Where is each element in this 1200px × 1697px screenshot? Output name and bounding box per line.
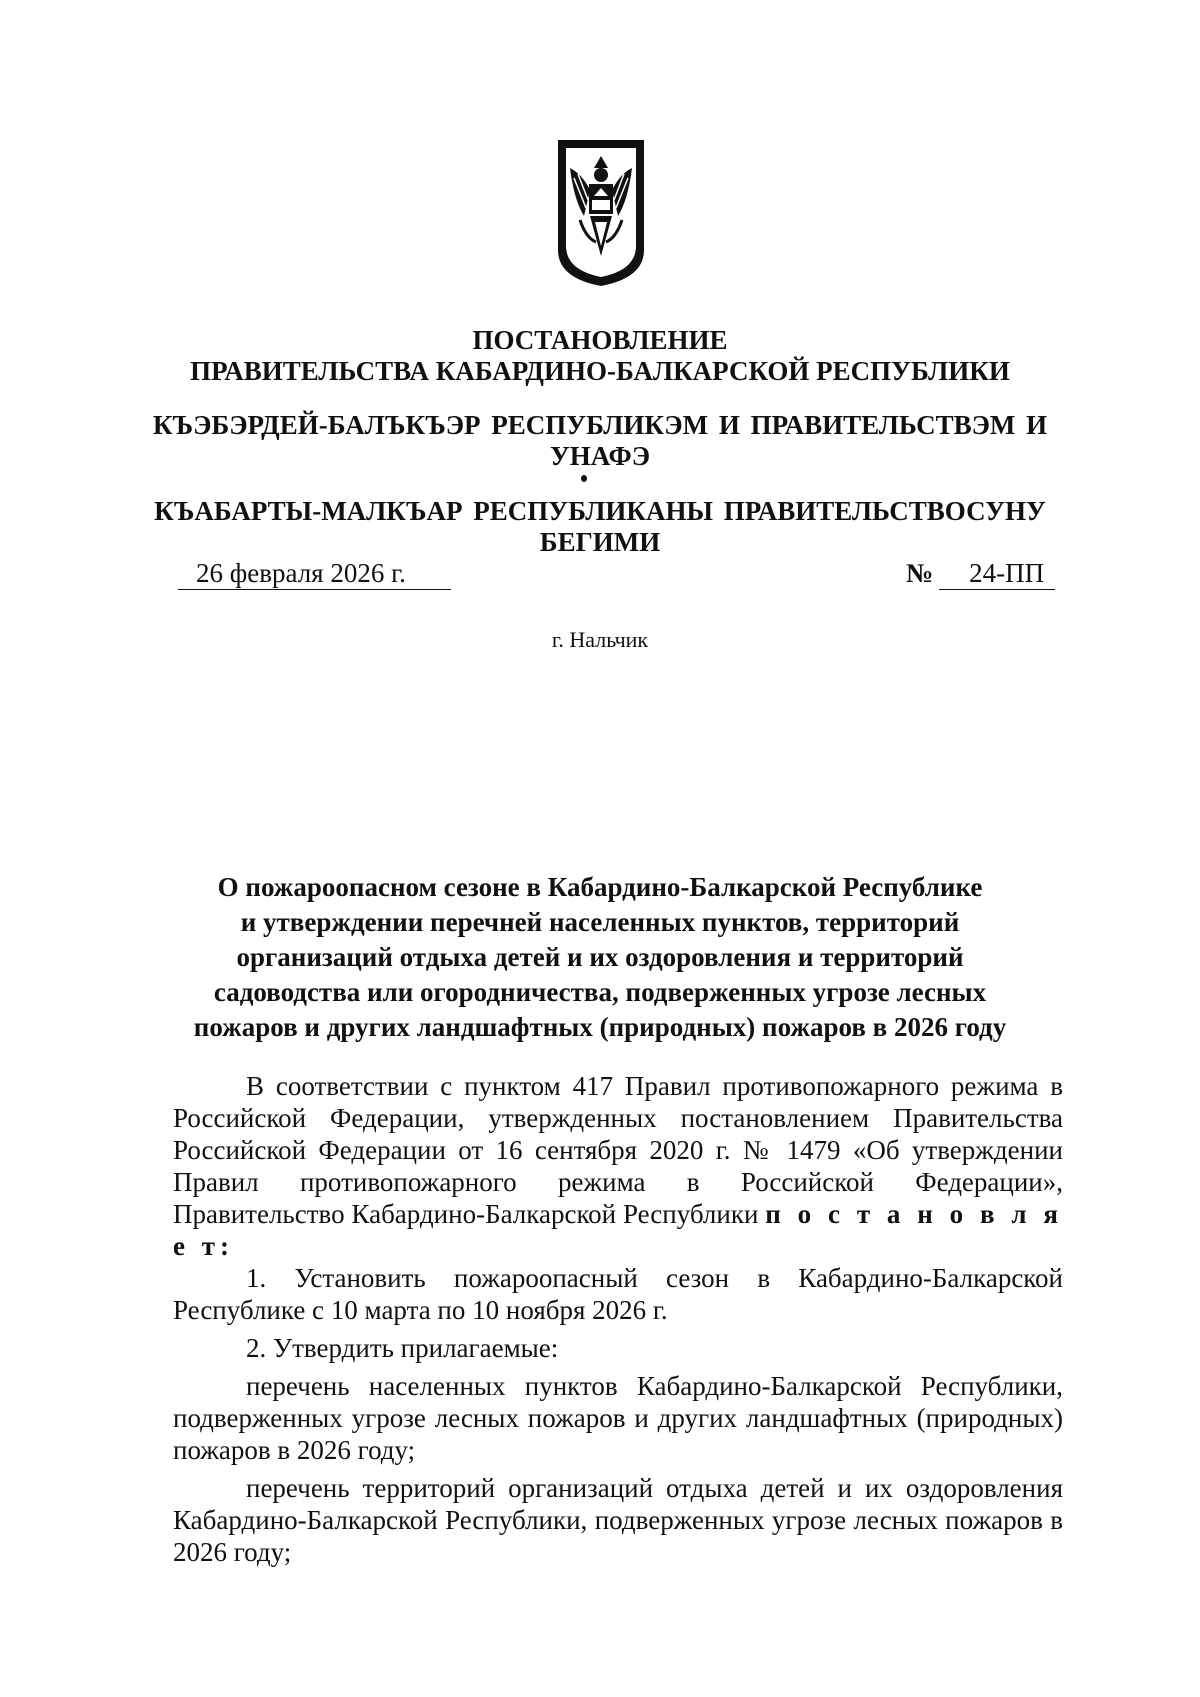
document-title: [170, 870, 1030, 1045]
balkar-heading-line-1: КЪАБАРТЫ-МАЛКЪАР РЕСПУБЛИКАНЫ ПРАВИТЕЛЬСТВОСУНУ: [154, 496, 1046, 526]
coat-of-arms-emblem: [556, 138, 646, 288]
number-sign: №: [906, 558, 934, 588]
document-type-heading: [150, 325, 1050, 387]
preamble-paragraph: [173, 1070, 1063, 1262]
kabardian-heading-line-2: УНАФЭ: [549, 441, 651, 471]
document-body: [173, 1070, 1063, 1568]
list-item-2-paragraph: перечень территорий организаций отдыха детей и их оздоровления Кабардино-Балкарской Республики, подверженных угрозе лесных пожаров в 2026 году;: [173, 1473, 1063, 1567]
title-line-5: пожаров и других ландшафтных (природных) пожаров в 2026 году: [193, 1012, 1007, 1042]
list-item-1-paragraph: перечень населенных пунктов Кабардино-Балкарской Республики, подверженных угрозе лесных пожаров и других ландшафтных (природных) пожаров в 2026 году;: [173, 1371, 1063, 1465]
preamble-text: В соответствии с пунктом 417 Правил противопожарного режима в Российской Федерации, утвержденных постановлением Правительства Российской Федерации от 16 сентября 2020 г. № 1479 «Об утверждении Правил противопожарного режима в Российской Федерации», Правительство Кабардино-Балкарской Республики: [173, 1071, 1063, 1229]
heading-line-2: ПРАВИТЕЛЬСТВА КАБАРДИНО-БАЛКАРСКОЙ РЕСПУБЛИКИ: [190, 356, 1010, 386]
item-2-paragraph: 2. Утвердить прилагаемые:: [246, 1333, 559, 1363]
separator-dot: [581, 475, 587, 482]
heading-line-1: ПОСТАНОВЛЕНИЕ: [472, 325, 728, 355]
document-date: 26 февраля 2026 г.: [178, 557, 451, 590]
kabardian-heading: [150, 410, 1050, 472]
title-line-4: садоводства или огородничества, подверженных угрозе лесных: [213, 977, 987, 1007]
number-value: 24-ПП: [939, 557, 1055, 590]
kabardian-heading-line-1: КЪЭБЭРДЕЙ-БАЛЪКЪЭР РЕСПУБЛИКЭМ И ПРАВИТЕЛЬСТВЭМ И: [152, 410, 1048, 440]
title-line-1: О пожароопасном сезоне в Кабардино-Балкарской Республике: [217, 872, 983, 902]
balkar-heading: [150, 496, 1050, 558]
title-line-3: организаций отдыха детей и их оздоровления и территорий: [236, 942, 964, 972]
balkar-heading-line-2: БЕГИМИ: [539, 527, 661, 557]
document-city: г. Нальчик: [551, 627, 649, 652]
document-number: [906, 557, 1055, 590]
decree-word: п о с т а н о в л я е т:: [173, 1199, 1063, 1261]
item-1-paragraph: 1. Установить пожароопасный сезон в Кабардино-Балкарской Республике с 10 марта по 10 ноября 2026 г.: [173, 1263, 1063, 1325]
title-line-2: и утверждении перечней населенных пунктов, территорий: [240, 907, 960, 937]
